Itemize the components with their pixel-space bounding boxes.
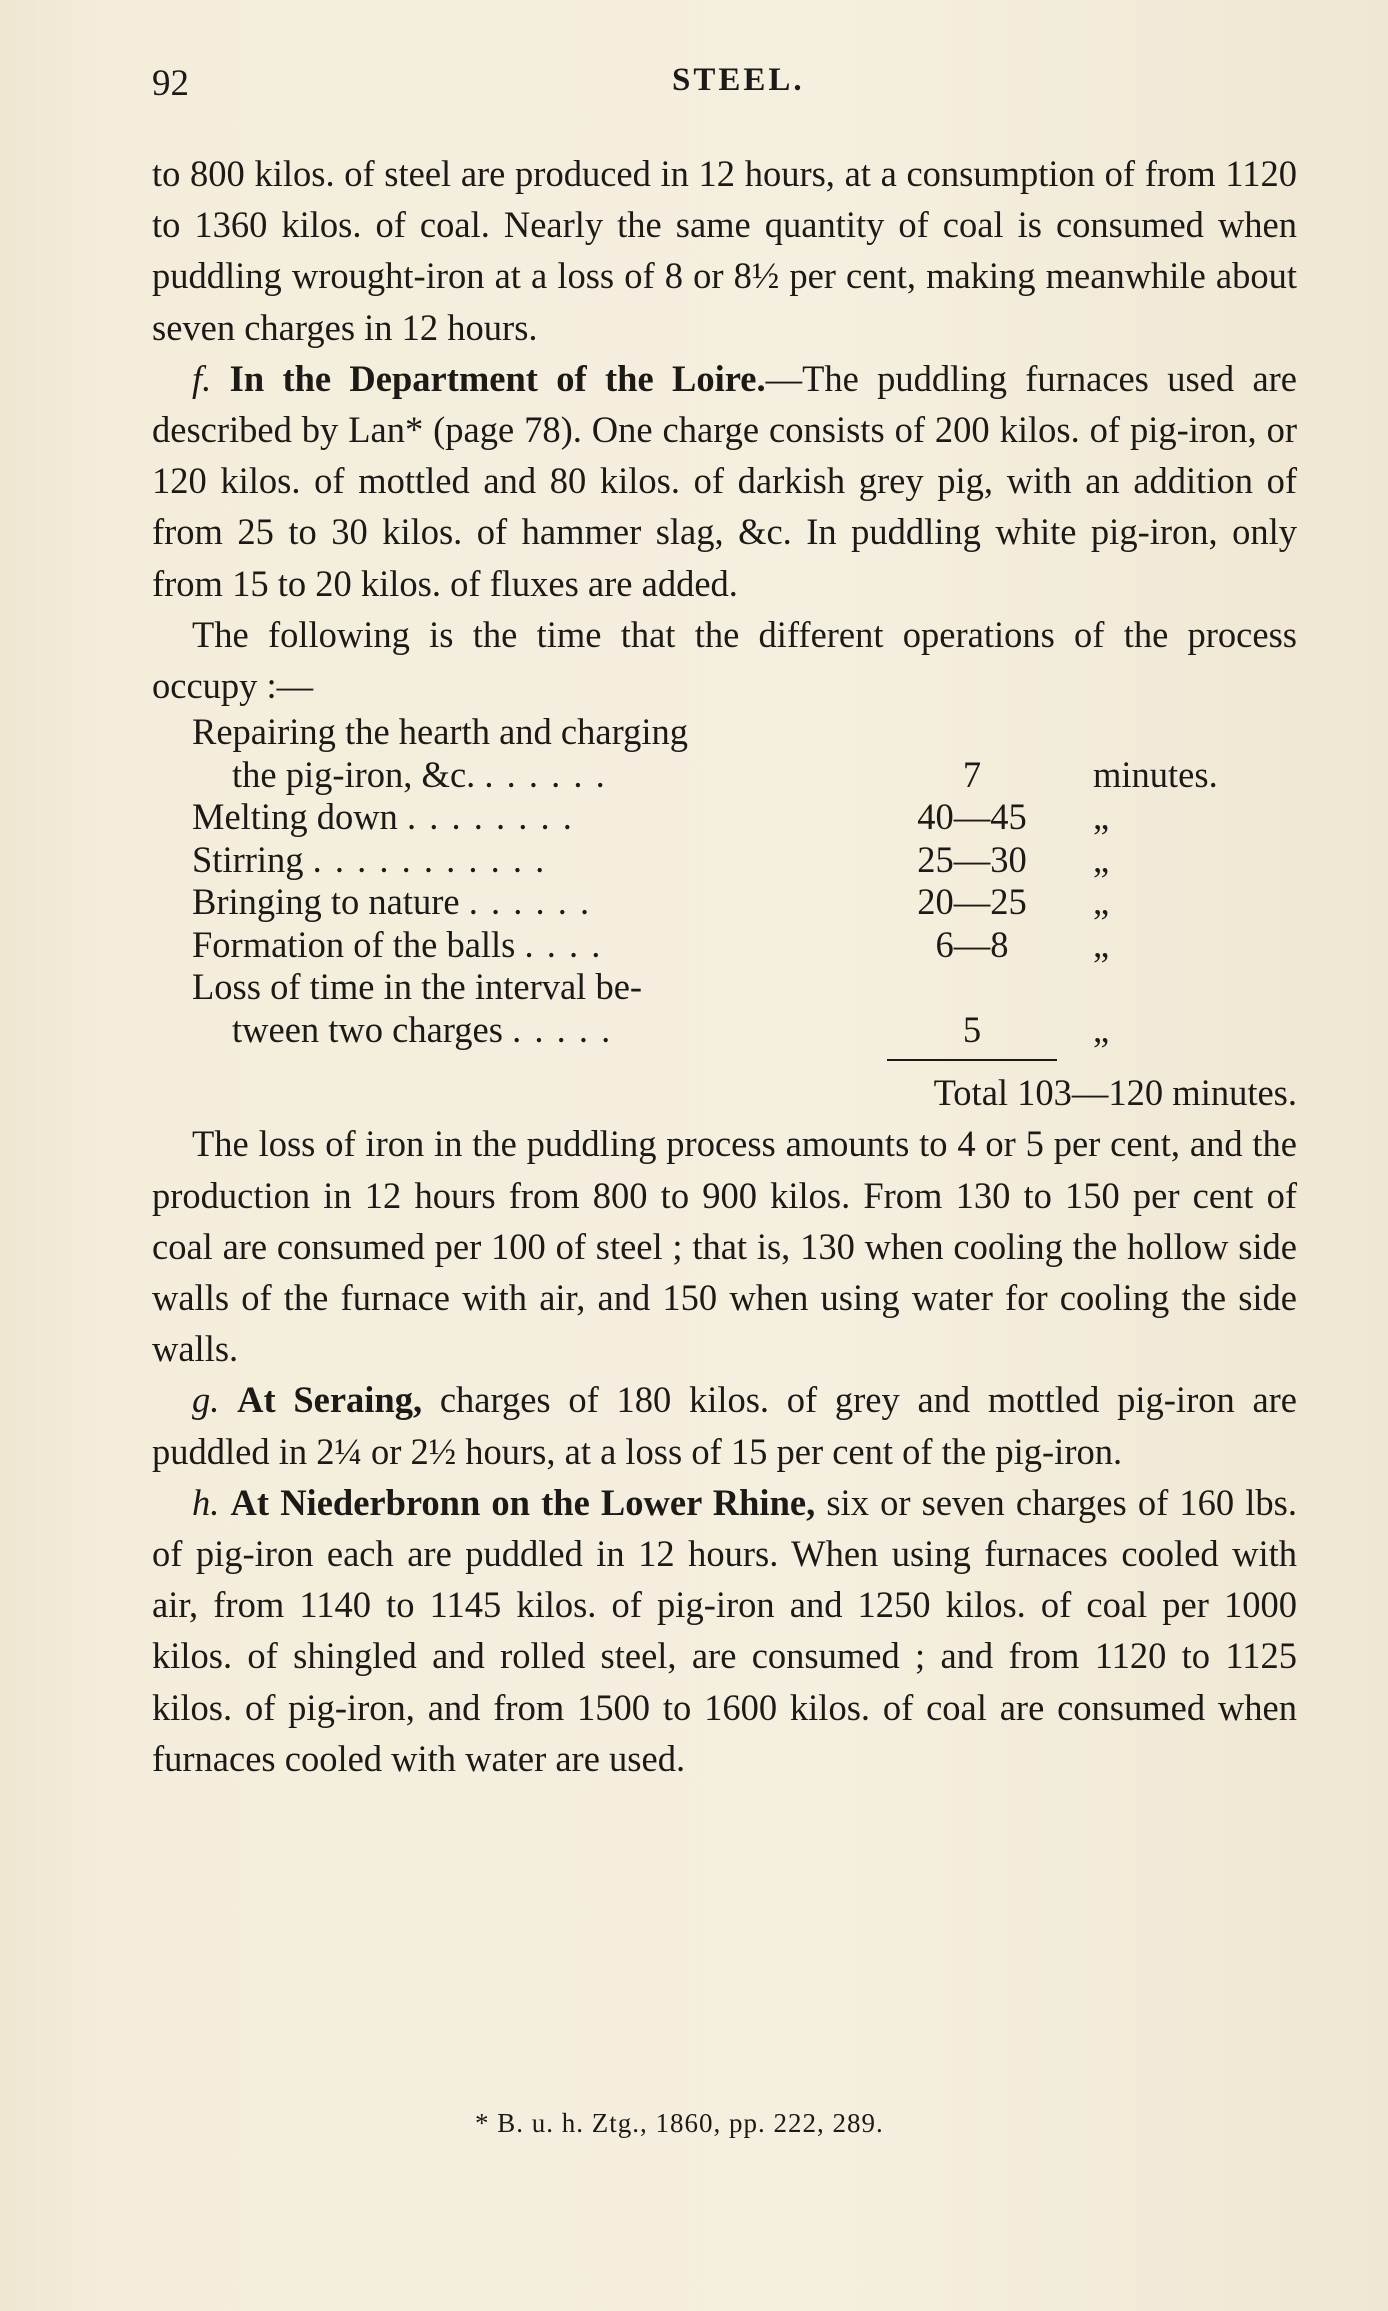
op-unit: „ xyxy=(1093,796,1110,838)
op-label-cont: the pig-iron, &c. xyxy=(232,753,476,795)
paragraph-loire-text: —The puddling furnaces used are described by Lan* (page 78). One charge consists of 200 kilos. of pig-iron, or 120 kilos. of mottled and 80 kilos. of darkish grey pig, with an addition of from 25 to 30 kilos. of hammer slag, &c. In puddling white pig-iron, only from 15 to 20 kilos. of fluxes are added. xyxy=(152,357,1297,604)
table-row xyxy=(192,796,1273,839)
table-row xyxy=(192,711,1273,796)
total-label: Total xyxy=(933,1072,1009,1114)
leader-dots: . . . . xyxy=(524,923,603,965)
op-time: 40—45 xyxy=(917,796,1027,838)
running-title: STEEL. xyxy=(672,62,805,98)
op-unit: „ xyxy=(1093,838,1110,880)
section-heading-niederbronn: At Niederbronn on the Lower Rhine, xyxy=(230,1481,816,1523)
section-label-g: g. xyxy=(192,1379,220,1421)
op-label: Bringing to nature xyxy=(192,881,460,923)
total-rule-row xyxy=(192,1051,1273,1061)
section-heading-loire: In the Department of the Loire. xyxy=(229,357,766,399)
body-text xyxy=(152,148,1297,1784)
op-unit: „ xyxy=(1093,1008,1110,1050)
op-unit: minutes. xyxy=(1093,753,1218,795)
op-unit: „ xyxy=(1093,881,1110,923)
op-label: Loss of time in the interval be- xyxy=(192,966,643,1008)
paragraph-seraing-text: charges of 180 kilos. of grey and mottled pig-iron are puddled in 2¼ or 2½ hours, at a loss of 15 per cent of the pig-iron. xyxy=(152,1379,1297,1472)
paragraph-loire xyxy=(152,353,1297,609)
leader-dots: . . . . . . . . . . . xyxy=(312,838,547,880)
op-unit: „ xyxy=(1093,923,1110,965)
table-row xyxy=(192,839,1273,882)
table-row xyxy=(192,924,1273,967)
section-heading-seraing: At Seraing, xyxy=(237,1379,423,1421)
op-time: 7 xyxy=(962,753,982,795)
section-label-h: h. xyxy=(192,1481,220,1523)
leader-dots: . . . . . . xyxy=(484,753,607,795)
op-time: 5 xyxy=(962,1008,982,1050)
op-label: Melting down xyxy=(192,796,398,838)
paragraph-following: The following is the time that the different operations of the process occupy :— xyxy=(152,613,1297,707)
table-row xyxy=(192,966,1273,1051)
op-label: Stirring xyxy=(192,838,304,880)
op-time: 20—25 xyxy=(917,881,1027,923)
total-line xyxy=(152,1067,1297,1118)
leader-dots: . . . . . . . . xyxy=(406,796,574,838)
op-label: Repairing the hearth and charging xyxy=(192,711,688,753)
paragraph-continued: to 800 kilos. of steel are produced in 12 hours, at a consumption of from 1120 to 1360 kilos. of coal. Nearly the same quantity of coal is consumed when puddling wrought-iron at a loss of 8 or 8½ per cent, making meanwhile about seven charges in 12 hours. xyxy=(152,153,1297,348)
paragraph-niederbronn-text: six or seven charges of 160 lbs. of pig-iron each are puddled in 12 hours. When using furnaces cooled with air, from 1140 to 1145 kilos. of pig-iron and 1250 kilos. of coal per 1000 kilos. of shingled and rolled steel, are consumed ; and from 1120 to 1125 kilos. of pig-iron, and from 1500 to 1600 kilos. of coal are consumed when furnaces cooled with water are used. xyxy=(152,1481,1298,1779)
leader-dots: . . . . . . xyxy=(468,881,592,923)
table-row xyxy=(192,881,1273,924)
total-value: 103—120 minutes. xyxy=(1017,1072,1297,1114)
op-time: 6—8 xyxy=(935,923,1009,965)
op-label: Formation of the balls xyxy=(192,923,516,965)
op-label-cont: tween two charges xyxy=(232,1008,503,1050)
footnote: * B. u. h. Ztg., 1860, pp. 222, 289. xyxy=(475,2108,884,2138)
section-label-f: f. xyxy=(192,357,212,399)
op-time: 25—30 xyxy=(917,838,1027,880)
paragraph-loss: The loss of iron in the puddling process amounts to 4 or 5 per cent, and the production in 12 hours from 800 to 900 kilos. From 130 to 150 per cent of coal are consumed per 100 of steel ; that is, 130 when cooling the hollow side walls of the furnace with air, and 150 when using water for cooling the side walls. xyxy=(152,1123,1297,1370)
paragraph-niederbronn xyxy=(152,1477,1297,1784)
page-number: 92 xyxy=(152,63,189,104)
page-header xyxy=(152,62,1302,122)
paragraph-seraing xyxy=(152,1374,1297,1476)
operations-table xyxy=(192,711,1273,1061)
total-rule xyxy=(887,1059,1057,1061)
leader-dots: . . . . . xyxy=(512,1008,613,1050)
